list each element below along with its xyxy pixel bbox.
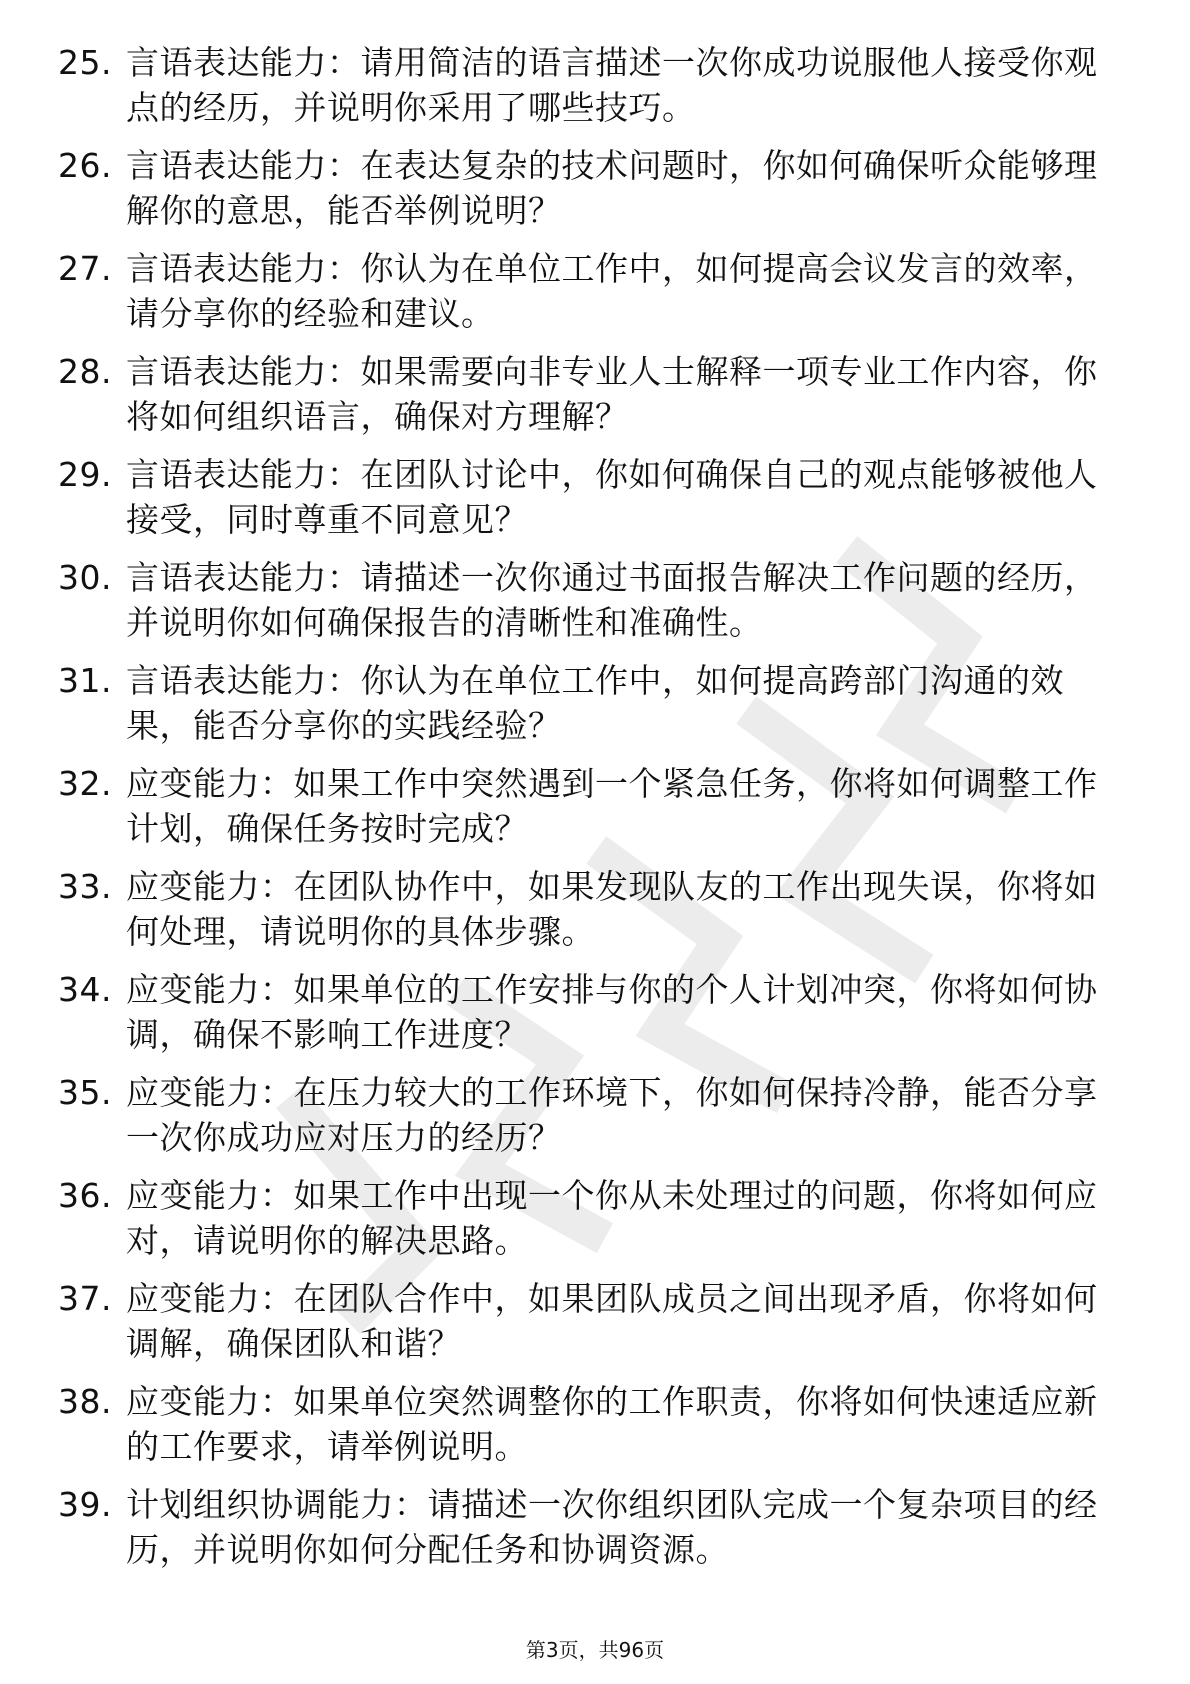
list-item: [58, 658, 1118, 748]
item-text: 应变能力：如果单位的工作安排与你的个人计划冲突，你将如何协调，确保不影响工作进度？: [126, 970, 1098, 1054]
list-item: [58, 1173, 1118, 1263]
item-number: 31.: [58, 661, 112, 700]
item-number: 26.: [58, 146, 112, 185]
item-number: 35.: [58, 1073, 112, 1112]
item-text: 应变能力：在团队协作中，如果发现队友的工作出现失误，你将如何处理，请说明你的具体步骤。: [126, 867, 1098, 951]
item-number: 38.: [58, 1382, 112, 1421]
list-item: [58, 1379, 1118, 1469]
item-text: 言语表达能力：请描述一次你通过书面报告解决工作问题的经历，并说明你如何确保报告的清晰性和准确性。: [126, 558, 1098, 642]
item-number: 39.: [58, 1485, 112, 1524]
list-item: [58, 967, 1118, 1057]
item-number: 33.: [58, 867, 112, 906]
item-text: 言语表达能力：如果需要向非专业人士解释一项专业工作内容，你将如何组织语言，确保对方理解？: [126, 352, 1098, 436]
list-item: [58, 864, 1118, 954]
item-text: 应变能力：如果工作中出现一个你从未处理过的问题，你将如何应对，请说明你的解决思路。: [126, 1176, 1098, 1260]
item-number: 37.: [58, 1279, 112, 1318]
item-number: 29.: [58, 455, 112, 494]
item-number: 27.: [58, 249, 112, 288]
list-item: [58, 143, 1118, 233]
list-item: [58, 555, 1118, 645]
item-text: 言语表达能力：你认为在单位工作中，如何提高跨部门沟通的效果，能否分享你的实践经验？: [126, 661, 1064, 745]
item-text: 应变能力：如果单位突然调整你的工作职责，你将如何快速适应新的工作要求，请举例说明。: [126, 1382, 1098, 1466]
item-text: 言语表达能力：你认为在单位工作中，如何提高会议发言的效率，请分享你的经验和建议。: [126, 249, 1098, 333]
item-text: 言语表达能力：在团队讨论中，你如何确保自己的观点能够被他人接受，同时尊重不同意见？: [126, 455, 1098, 539]
list-item: [58, 246, 1118, 336]
item-number: 32.: [58, 764, 112, 803]
item-text: 计划组织协调能力：请描述一次你组织团队完成一个复杂项目的经历，并说明你如何分配任务和协调资源。: [126, 1485, 1098, 1569]
item-text: 应变能力：在压力较大的工作环境下，你如何保持冷静，能否分享一次你成功应对压力的经历？: [126, 1073, 1098, 1157]
item-text: 言语表达能力：请用简洁的语言描述一次你成功说服他人接受你观点的经历，并说明你采用了哪些技巧。: [126, 43, 1098, 127]
item-number: 36.: [58, 1176, 112, 1215]
item-text: 应变能力：在团队合作中，如果团队成员之间出现矛盾，你将如何调解，确保团队和谐？: [126, 1279, 1098, 1363]
item-number: 30.: [58, 558, 112, 597]
list-item: [58, 1276, 1118, 1366]
item-text: 应变能力：如果工作中突然遇到一个紧急任务，你将如何调整工作计划，确保任务按时完成？: [126, 764, 1098, 848]
item-number: 34.: [58, 970, 112, 1009]
item-number: 28.: [58, 352, 112, 391]
question-list: [58, 40, 1118, 1585]
list-item: [58, 452, 1118, 542]
list-item: [58, 349, 1118, 439]
list-item: [58, 761, 1118, 851]
item-text: 言语表达能力：在表达复杂的技术问题时，你如何确保听众能够理解你的意思，能否举例说明？: [126, 146, 1098, 230]
item-number: 25.: [58, 43, 112, 82]
list-item: [58, 1070, 1118, 1160]
list-item: [58, 1482, 1118, 1572]
page-footer: 第3页，共96页: [525, 1638, 665, 1662]
list-item: [58, 40, 1118, 130]
